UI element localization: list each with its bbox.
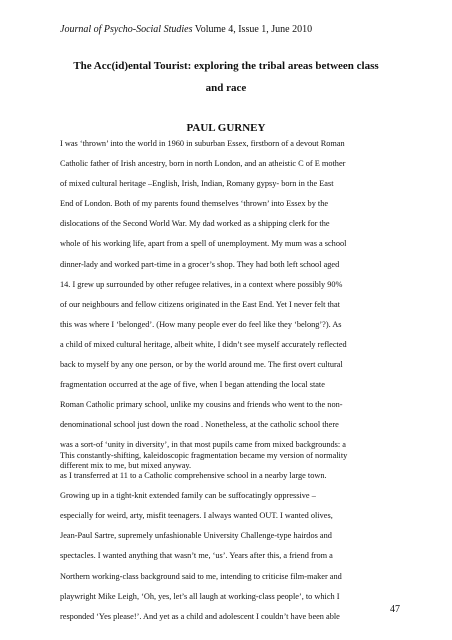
text-line: End of London. Both of my parents found themselves ‘thrown’ into Essex by the <box>60 199 329 209</box>
running-header <box>60 24 312 36</box>
article-title-line: The Acc(id)ental Tourist: exploring the tribal areas between class <box>73 60 379 72</box>
text-line: was a sort-of ‘unity in diversity’, in that most pupils came from mixed backgrounds: a <box>60 440 346 450</box>
text-line: dinner-lady and worked part-time in a grocer’s shop. They had both left school aged <box>60 259 340 269</box>
text-line: Jean-Paul Sartre, supremely unfashionable University Challenge-type hairdos and <box>60 531 332 541</box>
text-line: Growing up in a tight-knit extended family can be suffocatingly oppressive – <box>60 491 316 501</box>
text-line: Roman Catholic primary school, unlike my cousins and friends who went to the non- <box>60 400 343 410</box>
text-line: of mixed cultural heritage –English, Irish, Indian, Romany gypsy- born in the East <box>60 179 334 189</box>
text-line: back to myself by any one person, or by the world around me. The first overt cultural <box>60 360 343 370</box>
page-number: 47 <box>390 604 400 615</box>
text-line: a child of mixed cultural heritage, albeit white, I didn’t see myself accurately reflected <box>60 339 347 349</box>
text-line: fragmentation occurred at the age of five, when I began attending the local state <box>60 380 325 390</box>
body-paragraph-2 <box>60 446 400 627</box>
author-name: PAUL GURNEY <box>186 122 266 134</box>
text-line: spectacles. I wanted anything that wasn’t me, ‘us’. Years after this, a friend from a <box>60 551 333 561</box>
text-line: Northern working-class background said to me, intending to criticise film-maker and <box>60 571 342 581</box>
text-line: as I transferred at 11 to a Catholic comprehensive school in a nearby large town. <box>60 471 327 481</box>
article-title-line: and race <box>205 82 247 94</box>
text-line: different mix to me, but mixed anyway. <box>60 460 192 470</box>
body-paragraph-1 <box>60 134 400 476</box>
article-title <box>48 55 404 99</box>
text-line: denominational school just down the road . Nonetheless, at the catholic school there <box>60 420 339 430</box>
text-line: especially for weird, arty, misfit teenagers. I always wanted OUT. I wanted olives, <box>60 511 333 521</box>
text-line: playwright Mike Leigh, ‘Oh, yes, let’s all laugh at working-class people’, to which I <box>60 591 340 601</box>
issue-info: Volume 4, Issue 1, June 2010 <box>192 24 313 35</box>
text-line: this was where I ‘belonged’. (How many people ever do feel like they ‘belong’?). As <box>60 319 342 329</box>
text-line: Catholic father of Irish ancestry, born in north London, and an atheistic C of E mother <box>60 159 346 169</box>
text-line: whole of his working life, apart from a spell of unemployment. My mum was a school <box>60 239 347 249</box>
text-line: dislocations of the Second World War. My dad worked as a shipping clerk for the <box>60 219 330 229</box>
text-line: I was ‘thrown’ into the world in 1960 in suburban Essex, firstborn of a devout Roman <box>60 139 345 148</box>
text-line: of our neighbours and fellow citizens originated in the East End. Yet I never felt that <box>60 299 340 309</box>
text-line: This constantly-shifting, kaleidoscopic fragmentation became my version of normality <box>60 451 348 460</box>
journal-name: Journal of Psycho-Social Studies <box>60 24 193 35</box>
text-line: 14. I grew up surrounded by other refugee relatives, in a context where possibly 90% <box>60 279 343 289</box>
text-line: responded ‘Yes please!’. And yet as a child and adolescent I couldn’t have been able <box>60 611 340 621</box>
